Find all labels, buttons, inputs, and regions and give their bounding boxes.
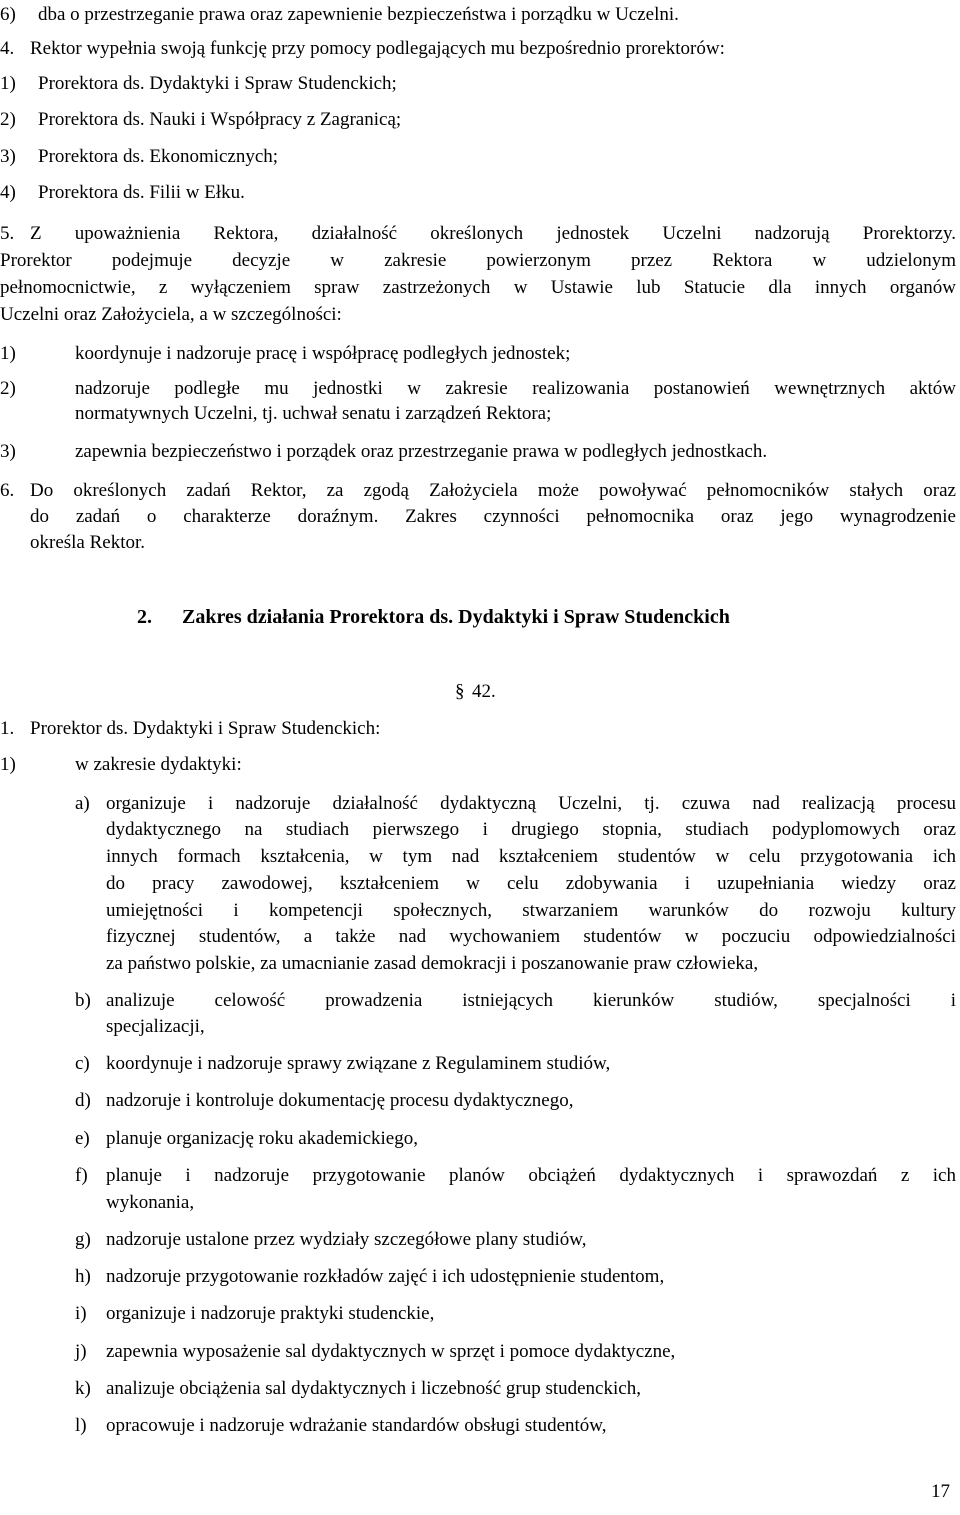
letter-item-line: analizuje celowość prowadzenia istniejących kierunków studiów, specjalności i: [106, 990, 956, 1011]
list-item-text: Prorektora ds. Nauki i Współpracy z Zagranicą;: [38, 109, 402, 130]
list-number: 1): [0, 73, 16, 94]
section-title: Zakres działania Prorektora ds. Dydaktyki i Spraw Studenckich: [182, 606, 730, 628]
list-number: 4): [0, 182, 16, 203]
point-text: Prorektor ds. Dydaktyki i Spraw Studenckich:: [30, 718, 381, 739]
letter-item-line: organizuje i nadzoruje praktyki studenckie,: [106, 1303, 435, 1324]
list-item-text: koordynuje i nadzoruje pracę i współpracę podległych jednostek;: [75, 343, 571, 364]
list-item-text: Prorektora ds. Ekonomicznych;: [38, 146, 279, 167]
letter-item-line: koordynuje i nadzoruje sprawy związane z Regulaminem studiów,: [106, 1053, 611, 1074]
letter-item-line: umiejętności i kompetencji społecznych, stwarzaniem warunków do rozwoju kultury: [106, 900, 956, 921]
letter-number: k): [75, 1378, 91, 1399]
letter-item-line: opracowuje i nadzoruje wdrażanie standardów obsługi studentów,: [106, 1415, 607, 1436]
letter-number: h): [75, 1266, 91, 1287]
list-item-text: normatywnych Uczelni, tj. uchwał senatu i zarządzeń Rektora;: [75, 403, 552, 424]
letter-item-line: do pracy zawodowej, kształceniem w celu zdobywania i uzupełniania wiedzy oraz: [106, 873, 956, 894]
point-number: 6.: [0, 480, 15, 501]
list-number: 6): [0, 4, 16, 25]
letter-item-line: nadzoruje i kontroluje dokumentację procesu dydaktycznego,: [106, 1090, 574, 1111]
paragraph-line: Z upoważnienia Rektora, działalność określonych jednostek Uczelni nadzorują Prorektorzy.: [30, 223, 956, 244]
list-item-text: Prorektora ds. Filii w Ełku.: [38, 182, 245, 203]
letter-item-line: zapewnia wyposażenie sal dydaktycznych w sprzęt i pomoce dydaktyczne,: [106, 1341, 676, 1362]
list-item-text: nadzoruje podległe mu jednostki w zakresie realizowania postanowień wewnętrznych aktów: [75, 378, 956, 399]
list-number: 3): [0, 441, 16, 462]
list-number: 2): [0, 109, 16, 130]
letter-number: b): [75, 990, 91, 1011]
paragraph-line: pełnomocnictwie, z wyłączeniem spraw zastrzeżonych w Ustawie lub Statucie dla innych organów: [0, 277, 956, 298]
letter-item-line: organizuje i nadzoruje działalność dydaktyczną Uczelni, tj. czuwa nad realizacją procesu: [106, 793, 956, 814]
paragraph-number: 42.: [472, 681, 496, 702]
letter-number: f): [75, 1165, 88, 1186]
paragraph-line: określa Rektor.: [30, 532, 146, 553]
letter-number: a): [75, 793, 90, 814]
letter-number: g): [75, 1229, 91, 1250]
list-item-text: dba o przestrzeganie prawa oraz zapewnienie bezpieczeństwa i porządku w Uczelni.: [38, 4, 679, 25]
list-item-text: zapewnia bezpieczeństwo i porządek oraz przestrzeganie prawa w podległych jednostkach.: [75, 441, 768, 462]
letter-number: e): [75, 1128, 90, 1149]
point-number: 4.: [0, 38, 15, 59]
page-number: 17: [931, 1481, 950, 1502]
point-number: 1.: [0, 718, 15, 739]
letter-item-line: nadzoruje ustalone przez wydziały szczegółowe plany studiów,: [106, 1229, 587, 1250]
letter-item-line: wykonania,: [106, 1192, 195, 1213]
letter-item-line: planuje i nadzoruje przygotowanie planów obciążeń dydaktycznych i sprawozdań z ich: [106, 1165, 956, 1186]
paragraph-line: Uczelni oraz Założyciela, a w szczególności:: [0, 304, 342, 325]
paragraph-line: Prorektor podejmuje decyzje w zakresie powierzonym przez Rektora w udzielonym: [0, 250, 956, 271]
section-number: 2.: [137, 606, 152, 628]
letter-number: i): [75, 1303, 87, 1324]
letter-number: l): [75, 1415, 87, 1436]
point-number: 5.: [0, 223, 15, 244]
letter-item-line: innych formach kształcenia, w tym nad kształceniem studentów w celu przygotowania ich: [106, 846, 956, 867]
letter-number: d): [75, 1090, 91, 1111]
list-number: 1): [0, 343, 16, 364]
letter-item-line: analizuje obciążenia sal dydaktycznych i liczebność grup studenckich,: [106, 1378, 641, 1399]
list-item-text: Prorektora ds. Dydaktyki i Spraw Studenckich;: [38, 73, 397, 94]
list-item-text: w zakresie dydaktyki:: [75, 754, 242, 775]
letter-item-line: dydaktycznego na studiach pierwszego i drugiego stopnia, studiach podyplomowych oraz: [106, 819, 956, 840]
paragraph-symbol: §: [455, 681, 465, 702]
letter-number: c): [75, 1053, 90, 1074]
list-number: 1): [0, 754, 16, 775]
letter-number: j): [75, 1341, 87, 1362]
list-number: 2): [0, 378, 16, 399]
letter-item-line: nadzoruje przygotowanie rozkładów zajęć i ich udostępnienie studentom,: [106, 1266, 665, 1287]
letter-item-line: planuje organizację roku akademickiego,: [106, 1128, 418, 1149]
paragraph-line: Do określonych zadań Rektor, za zgodą Założyciela może powoływać pełnomocników stałych oraz: [30, 480, 956, 501]
letter-item-line: za państwo polskie, za umacnianie zasad demokracji i poszanowanie praw człowieka,: [106, 953, 759, 974]
point-text: Rektor wypełnia swoją funkcję przy pomocy podlegających mu bezpośrednio prorektorów:: [30, 38, 725, 59]
letter-item-line: specjalizacji,: [106, 1016, 205, 1037]
letter-item-line: fizycznej studentów, a także nad wychowaniem studentów w poczuciu odpowiedzialności: [106, 926, 956, 947]
paragraph-line: do zadań o charakterze doraźnym. Zakres czynności pełnomocnika oraz jego wynagrodzenie: [30, 506, 956, 527]
list-number: 3): [0, 146, 16, 167]
